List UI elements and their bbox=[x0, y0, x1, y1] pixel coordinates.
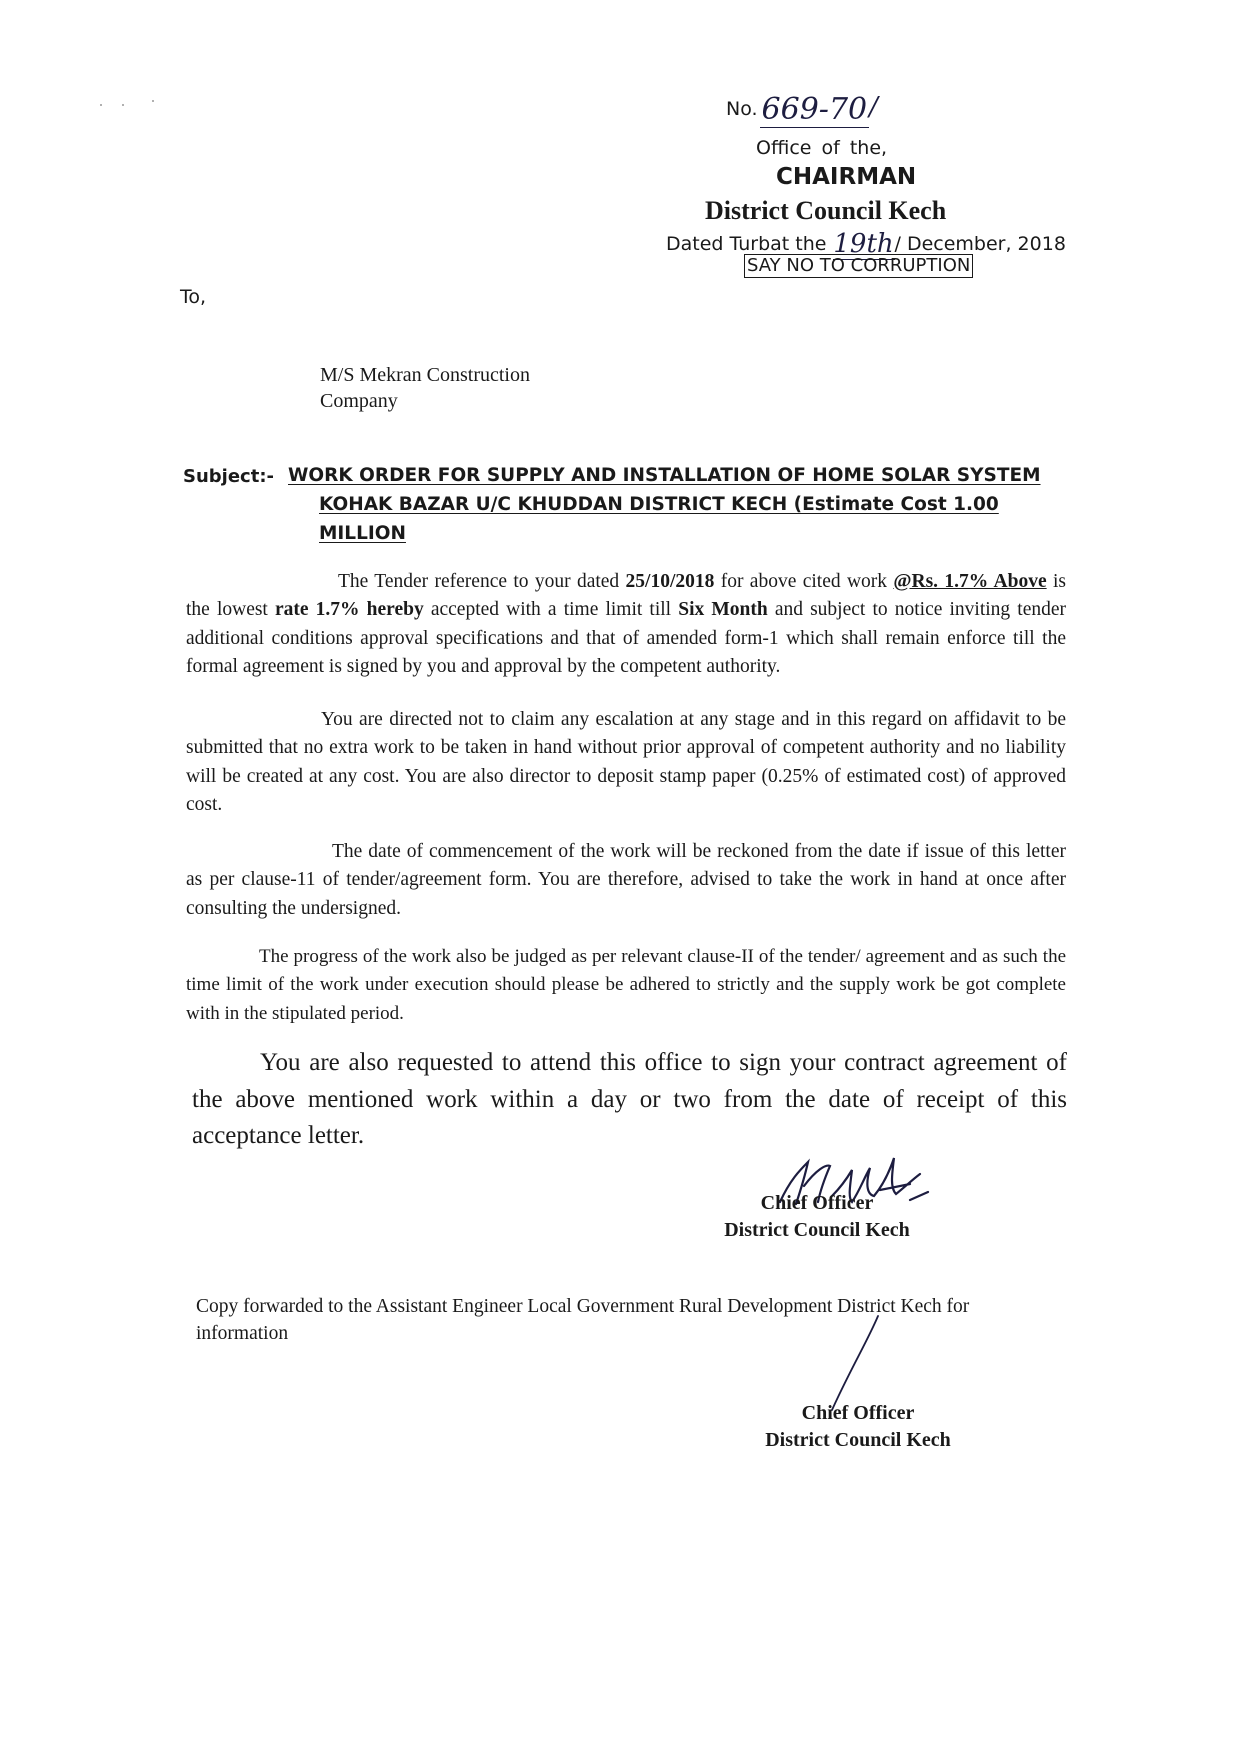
addressee: M/S Mekran Construction Company bbox=[320, 364, 530, 412]
scan-speck bbox=[152, 100, 154, 102]
p1-text: accepted with a time limit till bbox=[423, 599, 679, 621]
subject-text: WORK ORDER FOR SUPPLY AND INSTALLATION OF HOME SOLAR SYSTEM KOHAK BAZAR U/C KHUDDAN DISTRICT KECH (Estimate Cost 1.00 MILLION bbox=[288, 465, 1041, 544]
reference-prefix: No. bbox=[726, 98, 758, 120]
paragraph-commencement: The date of commencement of the work will be reckoned from the date if issue of this letter as per clause-11 of tender/agreement form. You are therefore, advised to take the work in hand at once after consulting the undersigned. bbox=[186, 841, 1066, 919]
date-prefix: Dated Turbat the bbox=[666, 233, 827, 255]
slash-mark: / bbox=[869, 92, 878, 122]
scan-speck bbox=[100, 104, 102, 106]
p1-text: and subject to notice inviting tender additional conditions approval specifications and that of amended form-1 which shall remain enforce till the formal agreement is signed by you and approval by the competent authority. bbox=[186, 599, 1067, 677]
office-line: Office of the, bbox=[756, 137, 888, 159]
date-suffix: / December, 2018 bbox=[894, 233, 1066, 255]
signatory-organization: District Council Kech bbox=[724, 1219, 910, 1241]
p1-text: for above cited work bbox=[714, 571, 894, 592]
paragraph-progress: The progress of the work also be judged as per relevant clause-II of the tender/ agreement and as such the time limit of the work under execution should please be adhered to strictly and the supply work be got complete with in the stipulated period. bbox=[186, 946, 1066, 1024]
signature-block-2 bbox=[748, 1400, 968, 1454]
council-heading: District Council Kech bbox=[705, 196, 947, 225]
reference-number bbox=[726, 88, 878, 127]
signature-block-1 bbox=[712, 1190, 922, 1244]
signatory-organization: District Council Kech bbox=[765, 1429, 951, 1451]
paragraph-agreement-request: You are also requested to attend this office to sign your contract agreement of the above mentioned work within a day or two from the date of receipt of this acceptance letter. bbox=[192, 1049, 1067, 1149]
to-label: To, bbox=[180, 286, 207, 308]
signatory-title: Chief Officer bbox=[760, 1192, 874, 1214]
handwritten-date-day: 19th bbox=[833, 229, 894, 259]
paragraph-escalation: You are directed not to claim any escalation at any stage and in this regard on affidavit to be submitted that no extra work to be taken in hand without prior approval of competent authority and no liability will be created at any cost. You are also director to deposit stamp paper (0.25% of estimated cost) of approved cost. bbox=[186, 709, 1066, 815]
subject-label: Subject:- bbox=[183, 466, 274, 487]
paragraph-tender-acceptance bbox=[186, 568, 1066, 681]
scan-speck bbox=[122, 104, 124, 106]
anti-corruption-slogan: SAY NO TO CORRUPTION bbox=[744, 254, 973, 278]
rate-above: @Rs. 1.7% Above bbox=[893, 571, 1047, 592]
handwritten-reference-number: 669-70 bbox=[761, 92, 868, 127]
tender-date: 25/10/2018 bbox=[625, 571, 715, 592]
copy-forwarded-note: Copy forwarded to the Assistant Engineer Local Government Rural Development District Kech for information bbox=[196, 1296, 970, 1344]
p1-text: The Tender reference to your dated bbox=[338, 571, 626, 592]
signatory-title: Chief Officer bbox=[801, 1402, 915, 1424]
chairman-heading: CHAIRMAN bbox=[776, 164, 917, 190]
accepted-rate: rate 1.7% hereby bbox=[274, 599, 424, 621]
p1-text: is the lowest bbox=[186, 571, 1066, 621]
time-limit: Six Month bbox=[678, 599, 768, 621]
